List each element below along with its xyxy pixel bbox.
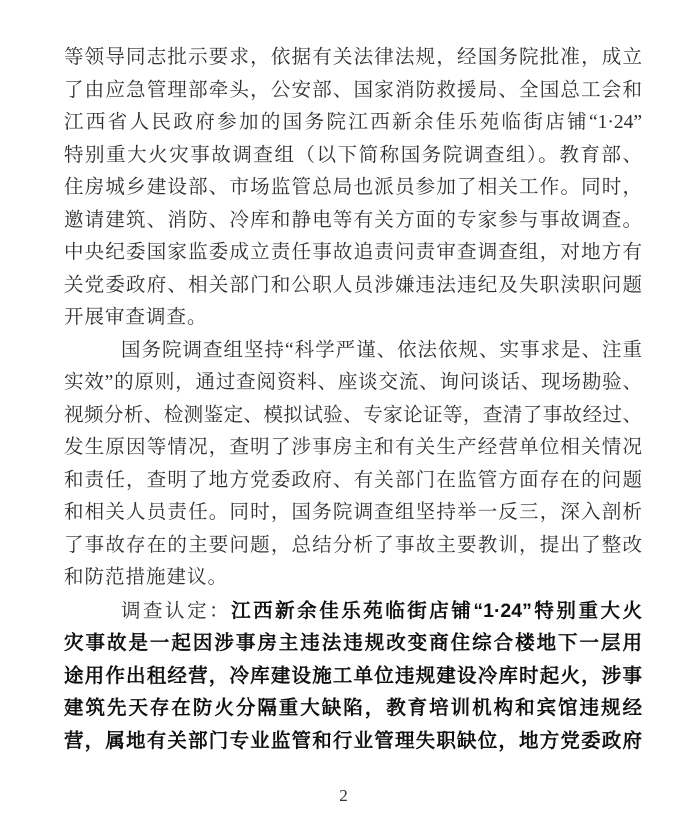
- text-line: 住房城乡建设部、市场监管总局也派员参加了相关工作。同时，: [64, 177, 642, 198]
- text-line: 江西省人民政府参加的国务院江西新余佳乐苑临街店铺“1·24”: [64, 112, 642, 133]
- text-line: 了由应急管理部牵头，公安部、国家消防救援局、全国总工会和: [64, 79, 642, 101]
- text-line: 灾事故是一起因涉事房主违法违规改变商住综合楼地下一层用: [64, 632, 642, 654]
- text-line: 等领导同志批示要求，依据有关法律法规，经国务院批准，成立: [64, 47, 642, 68]
- text-line: 途用作出租经营，冷库建设施工单位违规建设冷库时起火，涉事: [64, 664, 642, 687]
- text-line: 实效”的原则，通过查阅资料、座谈交流、询问谈话、现场勘验、: [64, 372, 642, 393]
- text-line: 发生原因等情况，查明了涉事房主和有关生产经营单位相关情况: [64, 437, 642, 458]
- document-text: [64, 42, 642, 757]
- text-line: 特别重大火灾事故调查组（以下简称国务院调查组）。教育部、: [64, 144, 642, 166]
- text-line: 和相关人员责任。同时，国务院调查组坚持举一反三，深入剖析: [64, 502, 642, 523]
- finding-bold-text: 江西新余佳乐苑临街店铺“1·24”特别重大火: [231, 599, 642, 622]
- text-line: 国务院调查组坚持“科学严谨、依法依规、实事求是、注重: [121, 339, 642, 361]
- text-line: 开展审查调查。: [64, 307, 208, 328]
- text-line: 了事故存在的主要问题，总结分析了事故主要教训，提出了整改: [64, 534, 642, 556]
- text-line: [64, 595, 642, 628]
- text-line: 中央纪委国家监委成立责任事故追责问责审查调查组，对地方有: [64, 242, 642, 263]
- text-line: 营，属地有关部门专业监管和行业管理失职缺位，地方党委政府: [64, 729, 642, 752]
- page-number: 2: [339, 786, 348, 805]
- finding-label: 调查认定：: [121, 600, 232, 622]
- text-line: 视频分析、检测鉴定、模拟试验、专家论证等，查清了事故经过、: [64, 404, 642, 426]
- text-line: 邀请建筑、消防、冷库和静电等有关方面的专家参与事故调查。: [64, 209, 642, 231]
- text-line: 建筑先天存在防火分隔重大缺陷，教育培训机构和宾馆违规经: [64, 697, 642, 719]
- text-line: 关党委政府、相关部门和公职人员涉嫌违法违纪及失职渎职问题: [64, 274, 642, 296]
- text-line: 和责任，查明了地方党委政府、有关部门在监管方面存在的问题: [64, 469, 642, 491]
- text-line: 和防范措施建议。: [64, 567, 229, 588]
